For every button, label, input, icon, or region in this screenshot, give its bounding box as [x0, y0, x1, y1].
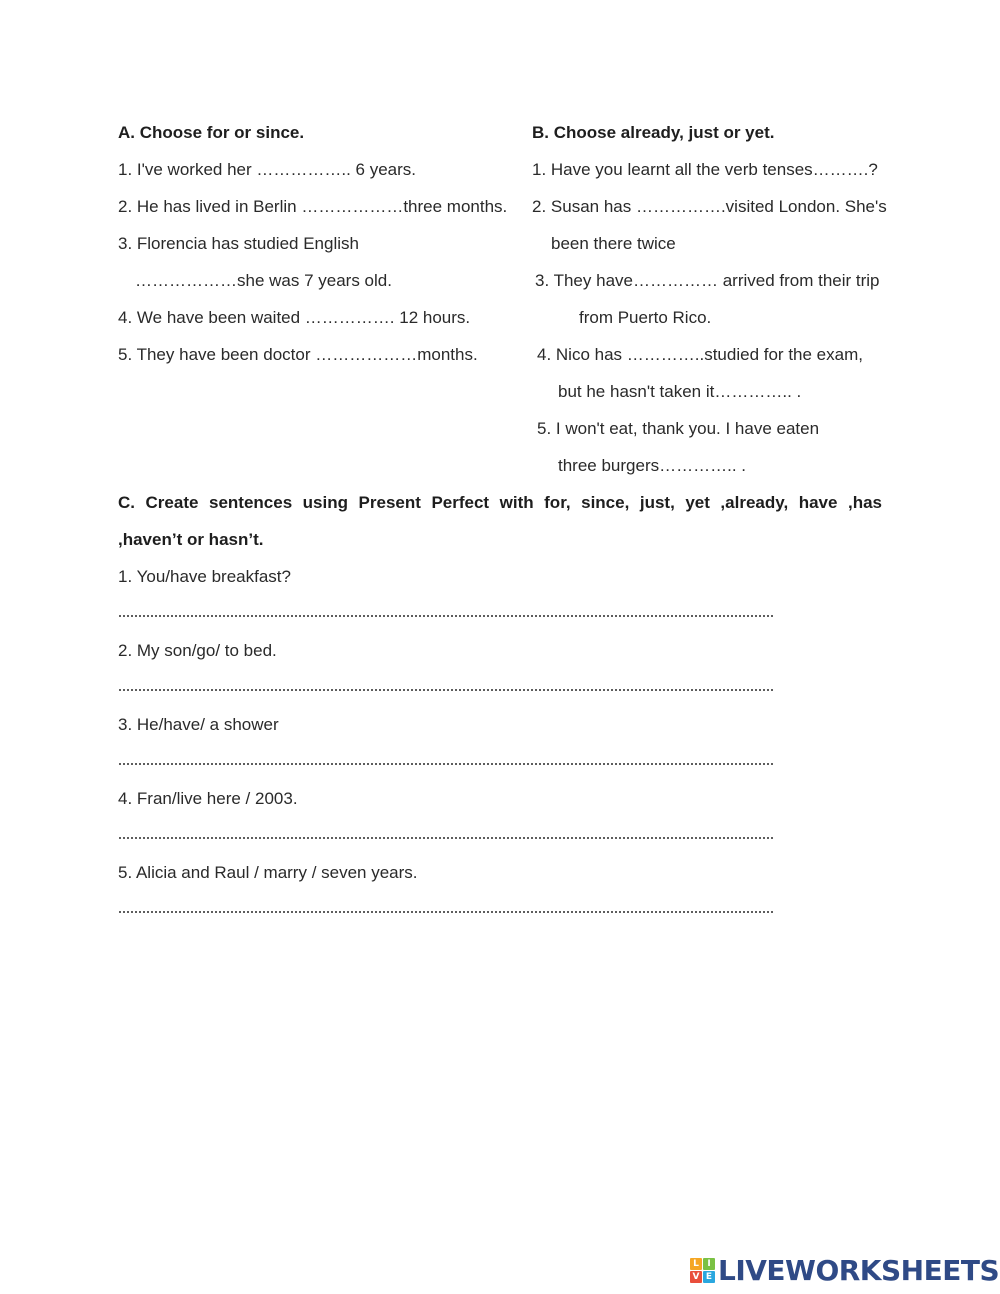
- section-c-item-2: 2. My son/go/ to bed.: [118, 641, 277, 660]
- section-a-item-4: 4. We have been waited ……………. 12 hours.: [118, 308, 471, 327]
- section-b-item-5: 5. I won't eat, thank you. I have eaten: [537, 419, 820, 438]
- section-b-item-4-cont: but he hasn't taken it………….. .: [558, 382, 802, 401]
- answer-line-2[interactable]: [118, 688, 773, 692]
- answer-line-1[interactable]: [118, 614, 773, 618]
- section-b-item-3-cont: from Puerto Rico.: [579, 308, 712, 327]
- answer-line-5[interactable]: [118, 910, 773, 914]
- logo-text: LIVEWORKSHEETS: [718, 1253, 1000, 1287]
- section-b-item-5-cont: three burgers………….. .: [558, 456, 747, 475]
- section-a-item-3: 3. Florencia has studied English: [118, 234, 359, 253]
- section-a-item-3-cont: ………………she was 7 years old.: [135, 271, 392, 290]
- section-c-item-3: 3. He/have/ a shower: [118, 715, 279, 734]
- logo-square-e: E: [703, 1271, 715, 1283]
- logo-square-i: I: [703, 1258, 715, 1270]
- section-a-item-5: 5. They have been doctor ………………months.: [118, 345, 478, 364]
- section-b-item-2-cont: been there twice: [551, 234, 676, 253]
- answer-line-4[interactable]: [118, 836, 773, 840]
- section-b-title: B. Choose already, just or yet.: [532, 123, 775, 142]
- section-b-item-3: 3. They have…………… arrived from their trip: [535, 271, 880, 290]
- section-c-item-4: 4. Fran/live here / 2003.: [118, 789, 298, 808]
- section-b-item-2: 2. Susan has …………….visited London. She's: [532, 197, 887, 216]
- logo-square-l: L: [690, 1258, 702, 1270]
- section-a-item-2: 2. He has lived in Berlin ………………three months.: [118, 197, 508, 216]
- section-b-item-1: 1. Have you learnt all the verb tenses……….?: [532, 160, 878, 179]
- section-a-item-1: 1. I've worked her …………….. 6 years.: [118, 160, 417, 179]
- logo-square-v: V: [690, 1271, 702, 1283]
- section-c-title-cont: ,haven’t or hasn’t.: [118, 530, 264, 549]
- section-a-title: A. Choose for or since.: [118, 123, 305, 142]
- answer-line-3[interactable]: [118, 762, 773, 766]
- section-c-title: C. Create sentences using Present Perfect with for, since, just, yet ,already, have ,has: [118, 493, 882, 512]
- section-c-item-1: 1. You/have breakfast?: [118, 567, 291, 586]
- section-c-item-5: 5. Alicia and Raul / marry / seven years.: [118, 863, 418, 882]
- logo-mark-icon: [690, 1256, 716, 1284]
- section-b-item-4: 4. Nico has …………..studied for the exam,: [537, 345, 863, 364]
- liveworksheets-logo: [690, 1252, 999, 1288]
